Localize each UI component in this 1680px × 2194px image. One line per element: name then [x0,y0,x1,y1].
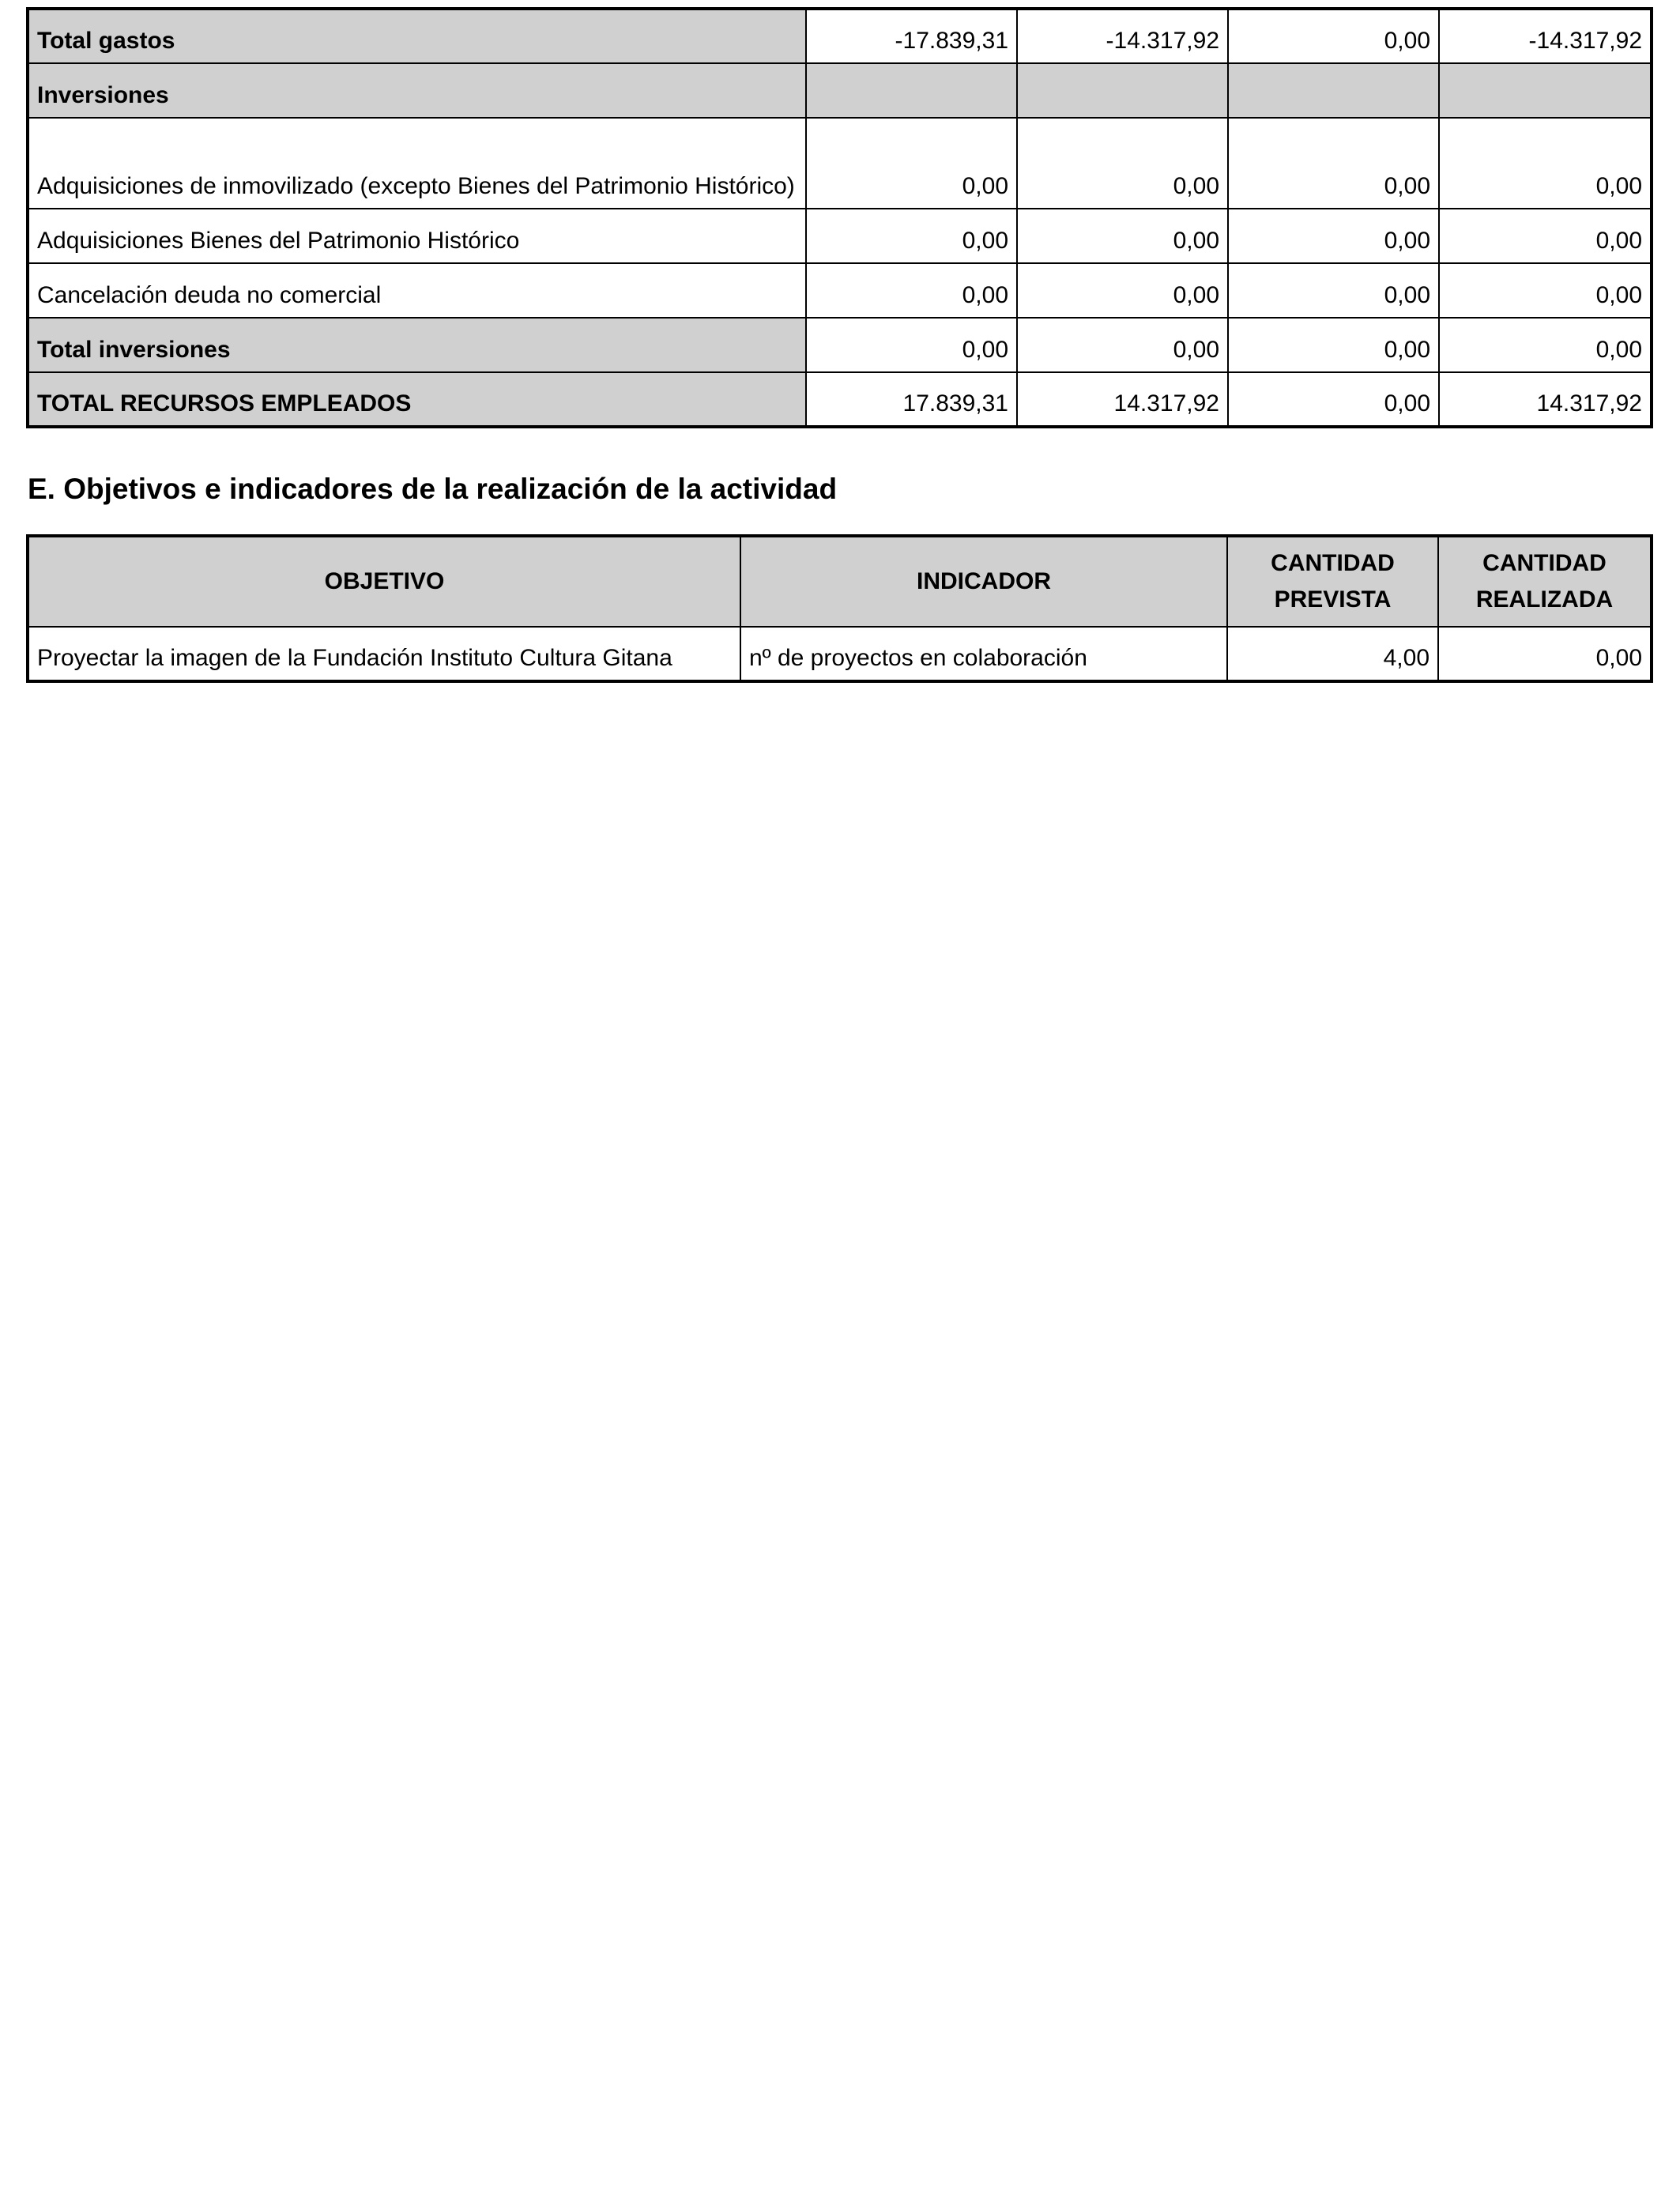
value-cell: 0,00 [1017,209,1228,263]
value-cell: 14.317,92 [1017,372,1228,427]
value-cell: -14.317,92 [1017,9,1228,63]
section-title: E. Objetivos e indicadores de la realización de la actividad [28,473,838,505]
empty-cell [1228,63,1439,118]
value-cell: 0,00 [1228,209,1439,263]
value-cell: 0,00 [1439,318,1652,372]
row-label: Cancelación deuda no comercial [28,263,806,318]
table-row-total-gastos [28,9,1652,63]
empty-cell [1439,63,1652,118]
value-cell: 0,00 [1228,318,1439,372]
table-row-total-recursos [28,372,1652,427]
table-row-adquisiciones-bienes [28,209,1652,263]
value-cell: 0,00 [1228,118,1439,209]
indicador-cell: nº de proyectos en colaboración [740,627,1227,681]
table-row-inversiones [28,63,1652,118]
objectives-table [26,534,1653,683]
section-label: Inversiones [28,63,806,118]
row-label: Adquisiciones de inmovilizado (excepto Bienes del Patrimonio Histórico) [28,118,806,209]
table-row-adquisiciones-inmovilizado [28,118,1652,209]
value-cell: 0,00 [1017,118,1228,209]
table-row-total-inversiones [28,318,1652,372]
value-cell: 0,00 [1439,263,1652,318]
value-cell: 0,00 [806,263,1017,318]
resources-table [26,7,1653,428]
value-cell: 0,00 [1228,9,1439,63]
column-header-cantidad-realizada: CANTIDAD REALIZADA [1438,536,1652,627]
table-row [28,627,1652,681]
value-cell: 0,00 [1228,263,1439,318]
column-header-indicador: INDICADOR [740,536,1227,627]
row-label: Adquisiciones Bienes del Patrimonio Histórico [28,209,806,263]
row-label: Total gastos [28,9,806,63]
column-header-objetivo: OBJETIVO [28,536,740,627]
empty-cell [1017,63,1228,118]
objetivo-cell: Proyectar la imagen de la Fundación Instituto Cultura Gitana [28,627,740,681]
value-cell: 0,00 [806,209,1017,263]
value-cell: 0,00 [806,318,1017,372]
column-header-cantidad-prevista: CANTIDAD PREVISTA [1227,536,1438,627]
prevista-cell: 4,00 [1227,627,1438,681]
value-cell: 17.839,31 [806,372,1017,427]
row-label: Total inversiones [28,318,806,372]
value-cell: 0,00 [1439,209,1652,263]
value-cell: 14.317,92 [1439,372,1652,427]
header-row [28,536,1652,627]
table-row-cancelacion-deuda [28,263,1652,318]
value-cell: 0,00 [806,118,1017,209]
row-label: TOTAL RECURSOS EMPLEADOS [28,372,806,427]
empty-cell [806,63,1017,118]
value-cell: 0,00 [1228,372,1439,427]
value-cell: 0,00 [1017,318,1228,372]
value-cell: 0,00 [1017,263,1228,318]
realizada-cell: 0,00 [1438,627,1652,681]
value-cell: -14.317,92 [1439,9,1652,63]
value-cell: 0,00 [1439,118,1652,209]
value-cell: -17.839,31 [806,9,1017,63]
